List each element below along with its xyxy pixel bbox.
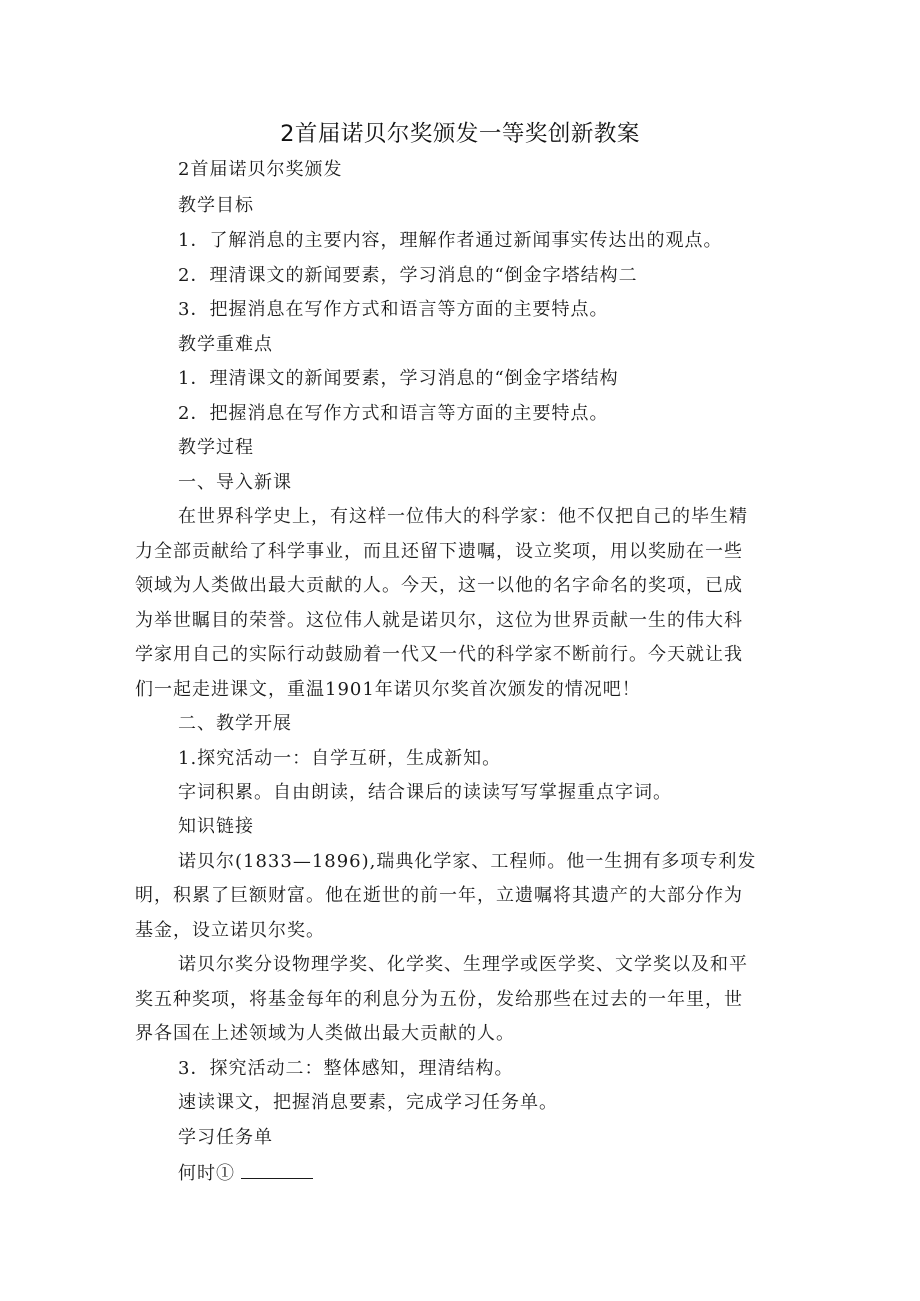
intro-paragraph-line: 们一起走进课文，重温1901年诺贝尔奖首次颁发的情况吧！: [135, 679, 641, 700]
prize-paragraph-line: 奖五种奖项，将基金每年的利息分为五份，发给那些在过去的一年里，世: [135, 989, 743, 1010]
nobel-paragraph-line: 明，积累了巨额财富。他在逝世的前一年，立遗嘱将其遗产的大部分作为: [135, 885, 743, 906]
when-label: 何时①: [178, 1163, 235, 1184]
intro-paragraph-line: 学家用自己的实际行动鼓励着一代又一代的科学家不断前行。今天就让我: [135, 644, 743, 665]
task-heading: 学习任务单: [178, 1127, 273, 1148]
activity-2: 3．探究活动二：整体感知，理清结构。: [178, 1058, 514, 1079]
link-heading: 知识链接: [178, 816, 254, 837]
key-item-2: 2．把握消息在写作方式和语言等方面的主要特点。: [178, 403, 609, 424]
process-heading: 教学过程: [178, 437, 254, 458]
goals-heading: 教学目标: [178, 195, 254, 216]
prize-paragraph-line: 界各国在上述领域为人类做出最大贡献的人。: [135, 1023, 515, 1044]
when-blank-line: [241, 1160, 313, 1179]
read-task: 速读课文，把握消息要素，完成学习任务单。: [178, 1092, 558, 1113]
key-item-1: 1．理清课文的新闻要素，学习消息的“倒金字塔结构: [178, 368, 619, 389]
nobel-paragraph-line: 基金，设立诺贝尔奖。: [135, 920, 325, 941]
goal-item-3: 3．把握消息在写作方式和语言等方面的主要特点。: [178, 299, 609, 320]
vocab-text: 字词积累。自由朗读，结合课后的读读写写掌握重点字词。: [178, 782, 672, 803]
when-row: [178, 1160, 313, 1186]
subtitle: 2首届诺贝尔奖颁发: [178, 159, 343, 180]
goal-item-2: 2．理清课文的新闻要素，学习消息的“倒金字塔结构二: [178, 265, 638, 286]
intro-heading: 一、导入新课: [178, 472, 292, 493]
intro-paragraph-line: 力全部贡献给了科学事业，而且还留下遗嘱，设立奖项，用以奖励在一些: [135, 541, 743, 562]
prize-paragraph-line: 诺贝尔奖分设物理学奖、化学奖、生理学或医学奖、文学奖以及和平: [178, 954, 748, 975]
intro-paragraph-line: 领域为人类做出最大贡献的人。今天，这一以他的名字命名的奖项，已成: [135, 575, 743, 596]
intro-paragraph-line: 在世界科学史上，有这样一位伟大的科学家：他不仅把自己的毕生精: [178, 506, 748, 527]
key-heading: 教学重难点: [178, 334, 273, 355]
document-title: 2首届诺贝尔奖颁发一等奖创新教案: [280, 121, 640, 147]
activity-1: 1.探究活动一：自学互研，生成新知。: [178, 748, 502, 769]
develop-heading: 二、教学开展: [178, 713, 292, 734]
nobel-paragraph-line: 诺贝尔(1833—1896),瑞典化学家、工程师。他一生拥有多项专利发: [178, 851, 757, 872]
goal-item-1: 1．了解消息的主要内容，理解作者通过新闻事实传达出的观点。: [178, 230, 723, 251]
intro-paragraph-line: 为举世瞩目的荣誉。这位伟人就是诺贝尔，这位为世界贡献一生的伟大科: [135, 610, 743, 631]
